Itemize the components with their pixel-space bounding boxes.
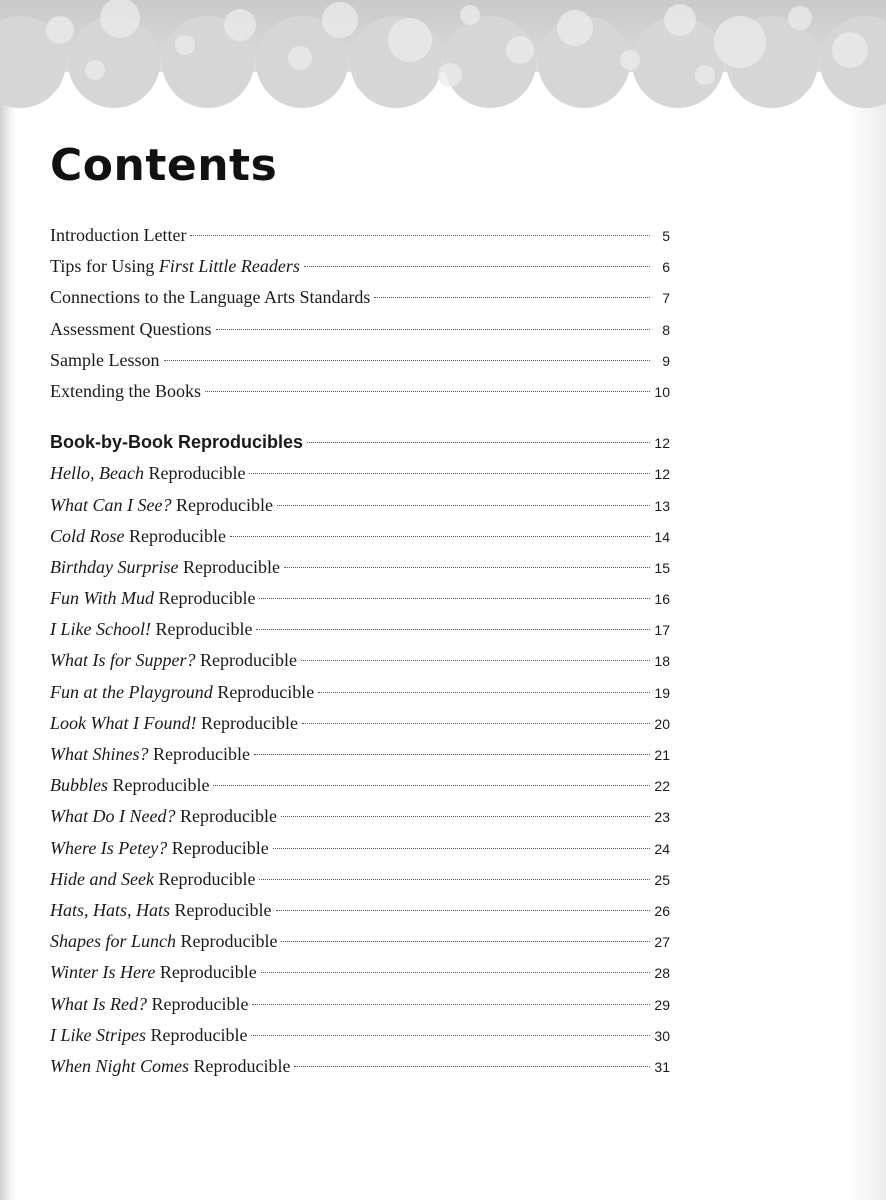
entry-text: Reproducible — [167, 837, 269, 858]
toc-entry[interactable] — [50, 251, 670, 282]
book-title-text: Look What I Found! — [50, 712, 197, 733]
bubble-shape — [388, 18, 432, 62]
entry-label — [50, 251, 300, 282]
entry-text: Reproducible — [148, 744, 250, 764]
dot-leader — [216, 329, 651, 330]
bubble-shape — [664, 4, 696, 36]
toc-entry[interactable] — [50, 220, 670, 251]
page-number: 12 — [654, 435, 670, 452]
book-title-text: Hello, Beach — [50, 463, 144, 484]
entry-text: Reproducible — [150, 619, 253, 640]
toc-entry[interactable] — [50, 282, 670, 313]
toc-book-entry[interactable] — [50, 645, 670, 676]
page-number: 17 — [654, 622, 670, 639]
entry-label — [50, 770, 209, 801]
page-number: 26 — [654, 902, 670, 919]
toc-book-entry[interactable] — [50, 552, 670, 583]
book-title-text: I Like Stripes — [50, 1024, 146, 1045]
entry-label — [50, 1020, 247, 1051]
dot-leader — [276, 910, 651, 911]
toc-entry[interactable] — [50, 314, 670, 345]
toc-book-entry[interactable] — [50, 583, 670, 614]
dot-leader — [318, 692, 650, 693]
bubble-shape — [438, 63, 462, 87]
bubble-shape — [46, 16, 74, 44]
book-title-text: What Shines? — [50, 744, 149, 764]
bubble-shape — [832, 32, 868, 68]
entry-label — [50, 282, 370, 313]
book-title-text: What Is Red? — [50, 993, 147, 1014]
dot-leader — [374, 297, 650, 298]
entry-label — [50, 345, 160, 376]
bubble-shape — [695, 65, 715, 85]
dot-leader — [273, 848, 650, 849]
page-number: 21 — [654, 747, 670, 763]
dot-leader — [294, 1066, 650, 1067]
bubble-shape — [557, 10, 593, 46]
dot-leader — [304, 266, 650, 267]
entry-text: Reproducible — [212, 681, 315, 702]
entry-text: Reproducible — [146, 1024, 248, 1045]
toc-book-entry[interactable] — [50, 864, 670, 895]
entry-label — [50, 645, 297, 676]
book-title-text: Where Is Petey? — [50, 837, 168, 858]
entry-text: Reproducible — [176, 931, 278, 952]
page-number: 12 — [654, 466, 670, 483]
toc-book-entry[interactable] — [50, 458, 670, 489]
bubble-shape — [85, 60, 105, 80]
entry-text: Reproducible — [108, 775, 210, 796]
entry-text: Reproducible — [178, 556, 280, 577]
bubble-shape — [460, 5, 480, 25]
bubble-shape — [788, 6, 812, 30]
section-heading-row[interactable] — [50, 427, 670, 458]
dot-leader — [281, 816, 650, 817]
page-number: 8 — [662, 321, 670, 338]
book-title-text: Birthday Surprise — [50, 556, 179, 577]
entry-label — [50, 864, 255, 895]
book-title-text: What Is for Supper? — [50, 650, 196, 671]
dot-leader — [230, 536, 650, 537]
toc-book-entry[interactable] — [50, 989, 670, 1020]
dot-leader — [213, 785, 650, 786]
dot-leader — [302, 723, 650, 724]
page-number: 29 — [654, 996, 670, 1013]
entry-label — [50, 458, 245, 489]
entry-label — [50, 708, 298, 739]
toc-book-entry[interactable] — [50, 708, 670, 739]
page-number: 19 — [654, 684, 670, 701]
section-heading: Book-by-Book Reproducibles — [50, 432, 304, 453]
entry-text: Reproducible — [155, 962, 257, 983]
toc-book-entry[interactable] — [50, 770, 670, 801]
entry-text: Reproducible — [196, 712, 298, 733]
book-title-text: Bubbles — [50, 775, 108, 796]
entry-label — [50, 926, 277, 957]
entry-label — [50, 989, 248, 1020]
toc-entry[interactable] — [50, 345, 670, 376]
entry-label — [50, 801, 277, 832]
dot-leader — [190, 235, 650, 236]
book-title-text: What Do I Need? — [50, 806, 176, 827]
entry-label — [50, 583, 255, 614]
page-number: 9 — [662, 352, 670, 369]
entry-text: Reproducible — [153, 868, 256, 889]
entry-label — [50, 739, 250, 770]
dot-leader — [205, 391, 650, 392]
entry-text: Extending the Books — [50, 380, 201, 401]
entry-text: Reproducible — [171, 494, 273, 515]
toc-book-entry[interactable] — [50, 926, 670, 957]
dot-leader — [252, 1004, 650, 1005]
entry-text: Introduction Letter — [50, 225, 187, 245]
entry-label — [50, 957, 257, 988]
book-title-text: Fun at the Playground — [50, 681, 213, 702]
page-edge-shadow — [0, 0, 16, 1200]
dot-leader — [301, 660, 650, 661]
dot-leader — [164, 360, 651, 361]
entry-text: Reproducible — [143, 463, 246, 484]
book-title-text: First Little Readers — [158, 256, 300, 277]
book-title-text: Cold Rose — [50, 525, 125, 546]
toc-book-entry[interactable] — [50, 490, 670, 521]
page-number: 25 — [654, 871, 670, 888]
entry-text: Reproducible — [175, 806, 277, 827]
toc-book-entry[interactable] — [50, 739, 670, 770]
entry-text: Assessment Questions — [50, 318, 212, 339]
page-number: 28 — [654, 965, 670, 982]
entry-label — [50, 614, 252, 645]
entry-label — [50, 521, 226, 552]
book-title-text: Winter Is Here — [50, 962, 156, 983]
page-number: 13 — [654, 497, 670, 514]
entry-text: Reproducible — [154, 588, 256, 609]
bubble-shape — [175, 35, 195, 55]
page-number: 15 — [654, 559, 670, 576]
entry-text: Sample Lesson — [50, 349, 160, 370]
bubble-shape — [620, 50, 640, 70]
bubble-shape — [288, 46, 312, 70]
page-number: 23 — [654, 809, 670, 826]
book-title-text: Hats, Hats, Hats — [50, 899, 171, 920]
page-number: 6 — [662, 259, 670, 276]
book-title-text: When Night Comes — [50, 1055, 189, 1076]
entry-label — [50, 833, 269, 864]
page-title: Contents — [50, 140, 278, 191]
book-title-text: Hide and Seek — [50, 868, 154, 889]
book-list — [50, 458, 670, 1082]
toc-book-entry[interactable] — [50, 895, 670, 926]
book-title-text: What Can I See? — [50, 494, 172, 515]
scalloped-banner — [0, 0, 886, 112]
entry-text: Reproducible — [189, 1055, 291, 1076]
entry-label — [50, 220, 186, 251]
entry-text: Connections to the Language Arts Standards — [50, 287, 371, 308]
dot-leader — [284, 567, 650, 568]
toc-book-entry[interactable] — [50, 614, 670, 645]
page-number: 16 — [654, 591, 670, 608]
page-number: 20 — [654, 715, 670, 732]
page-number: 5 — [662, 228, 670, 244]
toc-book-entry[interactable] — [50, 1020, 670, 1051]
bubble-shape — [506, 36, 534, 64]
entry-text: Reproducible — [195, 650, 297, 671]
page-number: 7 — [662, 290, 670, 307]
dot-leader — [307, 442, 650, 443]
toc-book-entry[interactable] — [50, 957, 670, 988]
book-title-text: Shapes for Lunch — [50, 931, 176, 952]
book-title-text: Fun With Mud — [50, 588, 154, 609]
page-right-shade — [846, 0, 886, 1200]
page-number: 22 — [654, 778, 670, 795]
toc-book-entry[interactable] — [50, 521, 670, 552]
toc-book-entry[interactable] — [50, 1051, 670, 1082]
toc-book-entry[interactable] — [50, 833, 670, 864]
dot-leader — [277, 505, 650, 506]
page-number: 31 — [654, 1058, 670, 1075]
page-number: 27 — [654, 934, 670, 951]
page-number: 18 — [654, 653, 670, 670]
dot-leader — [254, 754, 650, 755]
toc-book-entry[interactable] — [50, 677, 670, 708]
dot-leader — [261, 972, 650, 973]
entry-label — [50, 895, 272, 926]
entry-label — [50, 490, 273, 521]
table-of-contents — [50, 220, 670, 1082]
book-title-text: I Like School! — [50, 619, 151, 640]
page-number: 14 — [654, 528, 670, 545]
entry-text: Tips for Using — [50, 256, 159, 277]
dot-leader — [249, 473, 650, 474]
entry-text: Reproducible — [170, 899, 272, 920]
page-number: 10 — [654, 383, 670, 400]
entry-text: Reproducible — [124, 525, 226, 546]
page-number: 24 — [654, 840, 670, 857]
bubble-shape — [224, 9, 256, 41]
toc-entry[interactable] — [50, 376, 670, 407]
dot-leader — [259, 598, 650, 599]
toc-book-entry[interactable] — [50, 801, 670, 832]
front-matter-list — [50, 220, 670, 407]
bubble-shape — [714, 16, 766, 68]
entry-text: Reproducible — [146, 993, 249, 1014]
page-number: 30 — [654, 1027, 670, 1044]
entry-label — [50, 552, 280, 583]
dot-leader — [251, 1035, 650, 1036]
entry-label — [50, 314, 212, 345]
entry-label — [50, 677, 314, 708]
entry-label — [50, 376, 201, 407]
dot-leader — [256, 629, 650, 630]
entry-label — [50, 1051, 290, 1082]
bubble-shape — [322, 2, 358, 38]
dot-leader — [281, 941, 650, 942]
dot-leader — [259, 879, 650, 880]
